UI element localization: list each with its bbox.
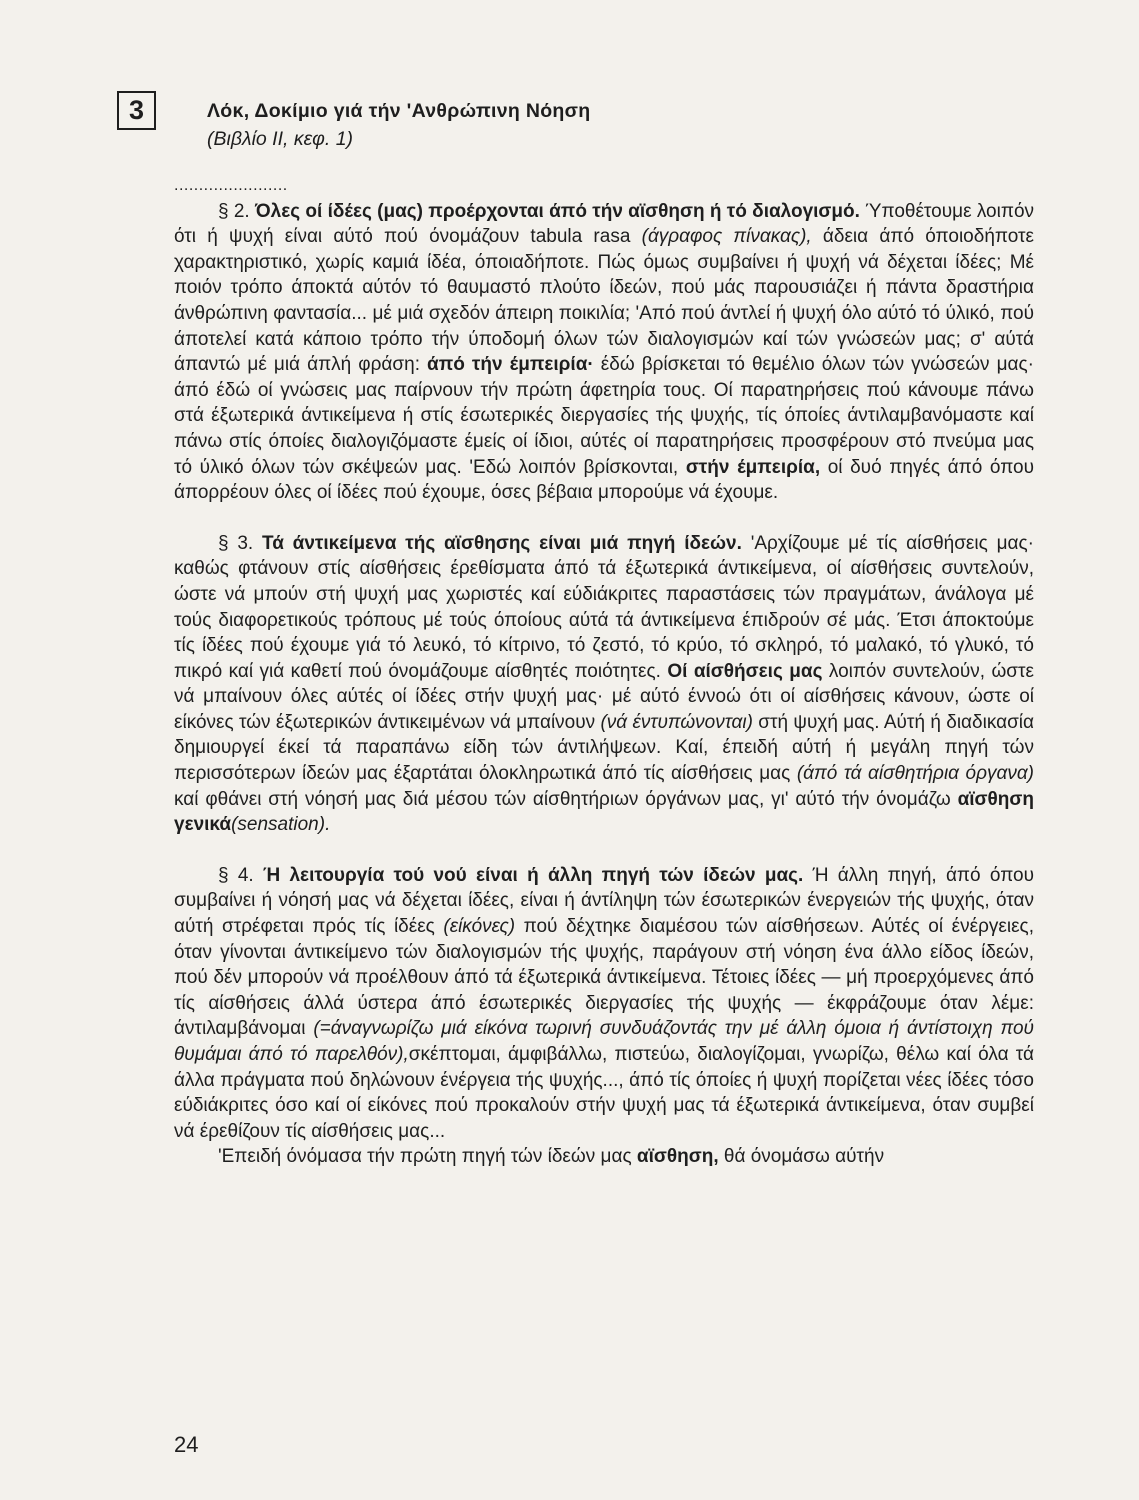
text-run: λοιπόν συντελούν, ώστε νά μπαίνουν όλες αύτές οί ίδέες στήν ψυχή μας· μέ αύτό έννοώ ότι οί αίσθήσεις κάνουν, ώστε οί είκόνες τών έξωτερικών άντικειμένων νά μπαίνουν (174, 660, 1035, 733)
text-run: σκέπτομαι, άμφιβάλλω, πιστεύω, διαλογίζομαι, γνωρίζω, θέλω καί όλα τά άλλα πράγματα πού δηλώνουν ένέργεια τής ψυχής..., άπό τίς όποίες ή ψυχή πορίζεται νέες ίδέες τόσο εύδιάκριτες όσο καί οί είκόνες πού προκαλούν στήν ψυχή μας τά έξωτερικά άντικείμενα, όταν συμβεί νά έρεθίζουν τίς αίσθήσεις μας... (174, 1044, 1035, 1142)
italic-run: (άγραφος πίνακας), (641, 226, 812, 248)
text-run: θά όνομάσω αύτήν (718, 1146, 885, 1168)
text-run: στή ψυχή μας. Αύτή ή διαδικασία δημιουργεί έκεί τά παραπάνω είδη τών άντιλήψεων. Καί, έπειδή αύτή ή μεγάλη πηγή τών περισσότερων ίδεών μας έξαρτάται όλοκληρωτικά άπό τίς αίσθήσεις μας (174, 711, 1035, 785)
source-title: Λόκ, Δοκίμιο γιά τήν 'Ανθρώπινη Νόηση (207, 100, 591, 122)
italic-run: (=άναγνωρίζω μιά είκόνα τωρινή συνδυάζοντάς την μέ άλλη όμοια ή άντίστοιχη πού θυμάμαι άπό τό παρελθόν), (174, 1018, 1034, 1065)
section-number-box: 3 (117, 91, 156, 130)
omission-ellipsis: ....................... (174, 177, 288, 194)
italic-run: (είκόνες) (443, 916, 516, 938)
bold-run: Οί αίσθήσεις μας (667, 660, 823, 682)
italic-run: (νά έντυπώνονται) (600, 711, 753, 733)
text-run: έδώ βρίσκεται τό θεμέλιο όλων τών γνώσεών μας· άπό έδώ οί γνώσεις μας παίρνουν τήν πρώτη άφετηρία τους. Οί παρατηρήσεις πού κάνουμε πάνω στά έξωτερικά άντικείμενα ή στίς έσωτερικές διεργασίες τής ψυχής, τίς όποίες άντιλαμβανόμαστε καί πάνω στίς όποίες διαλογιζόμαστε έμείς οί ίδιοι, αύτές οί παρατηρήσεις προσφέρουν στό πνεύμα μας τό ύλικό όλων τών σκέψεών μας. 'Εδώ λοιπόν βρίσκονται, (174, 354, 1034, 478)
text-run: Ύποθέτουμε λοιπόν ότι ή ψυχή είναι αύτό πού όνομάζουν tabula rasa (174, 200, 1035, 248)
bold-run: αϊσθηση γενικά (174, 788, 1034, 836)
italic-run: (sensation). (231, 814, 331, 836)
paragraph-section-2 (174, 199, 1034, 506)
source-reference: (Βιβλίο ΙΙ, κεφ. 1) (207, 128, 354, 150)
section-3-marker: § 3. (218, 532, 254, 554)
text-run: οί δυό πηγές άπό όπου άπορρέουν όλες οί ίδέες πού έχουμε, όσες βέβαια μπορούμε νά έχουμε. (174, 456, 1034, 504)
text-run: άδεια άπό όποιοδήποτε χαρακτηριστικό, χωρίς καμιά ίδέα, όποιαδήποτε. Πώς όμως συμβαίνει ή ψυχή νά δέχεται ίδέες; Μέ ποιόν τρόπο άποκτά αύτόν τό θαυμαστό πλούτο ίδεών, πού μάς παρουσιάζει ή πάντα δραστήρια άνθρώπινη φαντασία... μέ μιά σχεδόν άπειρη ποικιλία; 'Από πού άντλεί ή ψυχή όλο αύτό τό ύλικό, πού άποτελεί κατά κάποιο τρόπο τήν ύποδομή όλων τών διαλογισμών καί τών γνώσεών μας; σ' αύτά άπαντώ μέ μιά άπλή φράση: (174, 226, 1034, 376)
bold-run: αϊσθηση, (636, 1146, 719, 1168)
text-run: πού δέχτηκε διαμέσου τών αίσθήσεων. Αύτές οί ένέργειες, όταν γίνονται άντικείμενο τών διαλογισμών τής ψυχής, παράγουν στή νόηση ένα άλλο είδος ίδεών, πού δέν μπορούν νά προέλθουν άπό τά έξωτερικά άντικείμενα. Τέτοιες ίδέες — μή προερχόμενες άπό τίς αίσθήσεις άλλά ύστερα άπό έσωτερικές διεργασίες τής ψυχής — έκφράζουμε όταν λέμε: άντιλαμβάνομαι (174, 916, 1034, 1040)
page-number: 24 (174, 1432, 199, 1457)
paragraph-section-3 (174, 531, 1034, 838)
text-run: 'Αρχίζουμε μέ τίς αίσθήσεις μας· καθώς φτάνουν στίς αίσθήσεις έρεθίσματα άπό τά έξωτερικά άντικείμενα, οί αίσθήσεις συντελούν, ώστε νά μπούν στή ψυχή μας χωριστές καί εύδιάκριτες παραστάσεις τών πραγμάτων, άνάλογα μέ τούς διαφορετικούς τρόπους μέ τούς όποίους αύτά τά άντικείμενα έπιδρούν σέ μάς. Έτσι άποκτούμε τίς ίδέες πού έχουμε γιά τό λευκό, τό κίτρινο, τό ζεστό, τό κρύο, τό σκληρό, τό μαλακό, τό γλυκό, τό πικρό καί γιά καθετί πού όνομάζουμε αίσθητές ποιότητες. (174, 532, 1034, 682)
paragraph-continuation (174, 1144, 1034, 1170)
section-3-heading: Τά άντικείμενα τής αϊσθησης είναι μιά πηγή ίδεών. (262, 532, 742, 554)
paragraph-section-4 (174, 863, 1034, 1145)
bold-run: άπό τήν έμπειρία· (427, 354, 594, 376)
section-4-heading: Ή λειτουργία τού νού είναι ή άλλη πηγή τών ίδεών μας. (263, 864, 804, 886)
text-run: Ή άλλη πηγή, άπό όπου συμβαίνει ή νόησή μας νά δέχεται ίδέες, είναι ή άντίληψη τών έσωτερικών ένεργειών τής ψυχής, όταν αύτή στρέφεται πρός τίς ίδέες (174, 864, 1034, 938)
section-2-heading: Όλες οί ίδέες (μας) προέρχονται άπό τήν αϊσθηση ή τό διαλογισμό. (255, 200, 860, 222)
section-4-marker: § 4. (218, 864, 254, 886)
bold-run: στήν έμπειρία, (685, 456, 821, 478)
section-2-marker: § 2. (218, 200, 250, 222)
body-text (174, 173, 1034, 1170)
text-run: καί φθάνει στή νόησή μας διά μέσου τών αίσθητήριων όργάνων μας, γι' αύτό τήν όνομάζω (174, 788, 958, 810)
text-run: 'Επειδή όνόμασα τήν πρώτη πηγή τών ίδεών μας (218, 1146, 637, 1168)
italic-run: (άπό τά αίσθητήρια όργανα) (796, 763, 1034, 785)
